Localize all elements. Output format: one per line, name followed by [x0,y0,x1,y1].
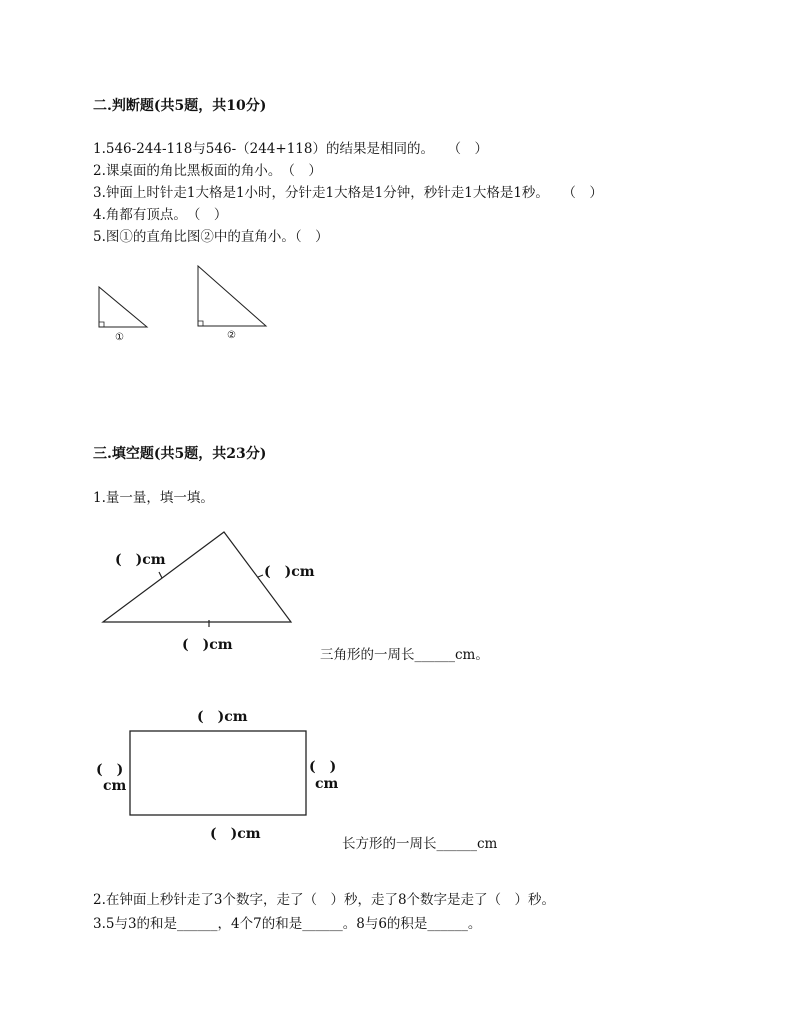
rect-right-paren: ( ) [309,759,337,775]
measure-rectangle [130,731,306,815]
triangle-left-side-label: ( )cm [115,552,166,568]
rect-top-label: ( )cm [197,709,248,725]
rect-bottom-label: ( )cm [210,826,261,842]
right-triangle-1 [99,287,147,327]
rect-left-unit: cm [103,778,127,794]
rect-right-unit: cm [315,776,339,792]
rect-perimeter-text: 长方形的一周长______cm [342,836,498,852]
judge-question-2: 2.课桌面的角比黑板面的角小。 （ ） [93,163,322,179]
triangle-perimeter-text: 三角形的一周长______cm。 [320,647,489,663]
judge-question-3: 3.钟面上时针走1大格是1小时，分针走1大格是1分钟，秒针走1大格是1秒。 （ ） [93,185,603,201]
judge-question-5: 5.图①的直角比图②中的直角小。（ ） [93,229,329,245]
fill-question-1: 1.量一量，填一填。 [93,490,214,506]
judge-question-4: 4.角都有顶点。 （ ） [93,207,228,223]
rect-left-paren: ( ) [96,762,124,778]
measure-triangle [103,532,291,627]
fig-label-2: ② [227,330,236,341]
fill-question-2: 2.在钟面上秒针走了3个数字，走了（ ）秒，走了8个数字是走了（ ）秒。 [93,892,556,908]
triangle-bottom-side-label: ( )cm [182,637,233,653]
section2-title: 二.判断题(共5题，共10分) [93,98,267,114]
section3-title: 三.填空题(共5题，共23分) [93,446,267,462]
fill-question-3: 3.5与3的和是______，4个7的和是______。8与6的积是______。 [93,916,482,932]
triangle-right-side-label: ( )cm [264,564,315,580]
right-triangle-2 [198,266,266,326]
judge-question-1: 1.546-244-118与546-（244+118）的结果是相同的。 （ ） [93,141,488,157]
fig-label-1: ① [115,332,124,343]
